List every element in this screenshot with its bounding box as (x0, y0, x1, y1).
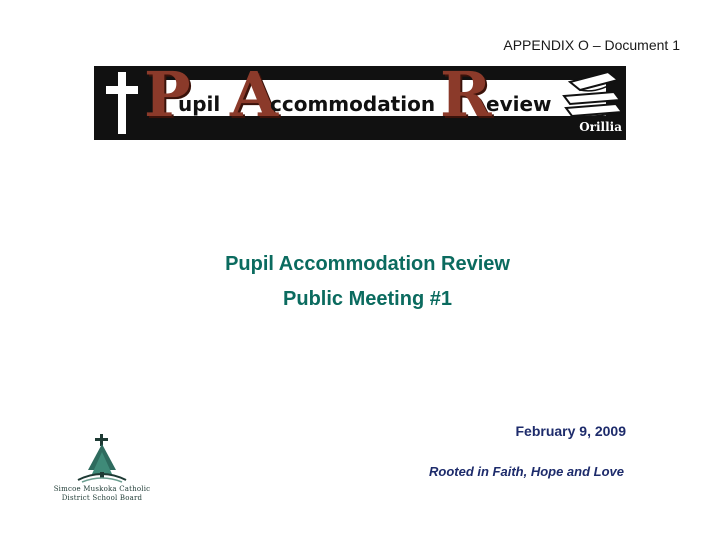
banner-word-eview: eview (486, 92, 552, 116)
books-icon (560, 68, 626, 122)
banner-word-upil: upil (178, 92, 221, 116)
banner-letter-p: P (144, 58, 191, 131)
school-board-name (50, 485, 154, 503)
board-name-line-1: Simcoe Muskoka Catholic (53, 485, 151, 493)
title-line-1: Pupil Accommodation Review (225, 253, 510, 275)
motto: Rooted in Faith, Hope and Love (429, 464, 624, 479)
banner-letter-a: A (230, 58, 279, 131)
cross-icon (102, 70, 142, 136)
par-banner-logo (94, 58, 626, 140)
banner-letter-r: R (440, 58, 492, 131)
appendix-label: APPENDIX O – Document 1 (503, 37, 680, 53)
banner-place: Orillia (579, 120, 622, 134)
board-name-line-2: District School Board (61, 493, 143, 502)
banner-word-ccommodation: ccommodation (270, 92, 436, 116)
church-tree-icon (76, 434, 128, 484)
meeting-date: February 9, 2009 (515, 423, 626, 439)
school-board-logo (50, 434, 154, 508)
title-line-2: Public Meeting #1 (283, 288, 452, 310)
